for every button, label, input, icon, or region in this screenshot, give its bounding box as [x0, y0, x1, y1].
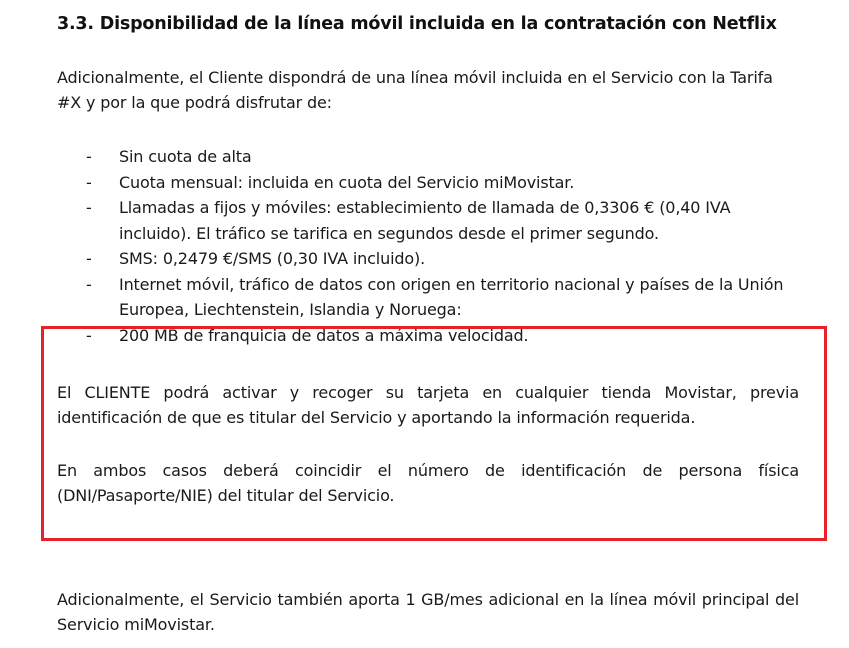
list-bullet: -	[86, 249, 92, 268]
list-item	[86, 170, 802, 196]
identification-paragraph: En ambos casos deberá coincidir el número de identificación de persona física (DNI/Pasaporte/NIE) del titular del Servicio.	[57, 461, 799, 505]
list-item	[86, 246, 802, 272]
list-bullet: -	[86, 172, 92, 192]
list-item-text: Internet móvil, tráfico de datos con origen en territorio nacional y países de la Unión Europea, Liechtenstein, Islandia y Noruega:	[119, 274, 784, 319]
list-item-text: Sin cuota de alta	[119, 147, 252, 166]
list-bullet: -	[86, 198, 92, 217]
list-item-text: SMS: 0,2479 €/SMS (0,30 IVA incluido).	[119, 249, 426, 268]
list-item-text: 200 MB de franquicia de datos a máxima velocidad.	[119, 325, 529, 345]
intro-paragraph: Adicionalmente, el Cliente dispondrá de una línea móvil incluida en el Servicio con la Tarifa #X y por la que podrá disfrutar de:	[57, 68, 773, 112]
section-heading: 3.3. Disponibilidad de la línea móvil incluida en la contratación con Netflix	[57, 14, 777, 34]
list-bullet: -	[86, 325, 92, 345]
additional-paragraph: Adicionalmente, el Servicio también aporta 1 GB/mes adicional en la línea móvil principal del Servicio miMovistar.	[57, 590, 799, 634]
list-item-text: Llamadas a fijos y móviles: establecimiento de llamada de 0,3306 € (0,40 IVA incluido). El tráfico se tarifica en segundos desde el primer segundo.	[119, 198, 731, 243]
list-bullet: -	[86, 274, 92, 294]
list-item	[86, 272, 802, 323]
list-item	[86, 323, 802, 349]
list-item	[86, 144, 802, 170]
highlight-box	[41, 326, 827, 541]
activation-paragraph: El CLIENTE podrá activar y recoger su tarjeta en cualquier tienda Movistar, previa identificación de que es titular del Servicio y aportando la información requerida.	[57, 383, 799, 427]
list-bullet: -	[86, 147, 92, 166]
features-list	[86, 144, 802, 348]
list-item	[86, 195, 802, 246]
list-item-text: Cuota mensual: incluida en cuota del Servicio miMovistar.	[119, 172, 575, 192]
